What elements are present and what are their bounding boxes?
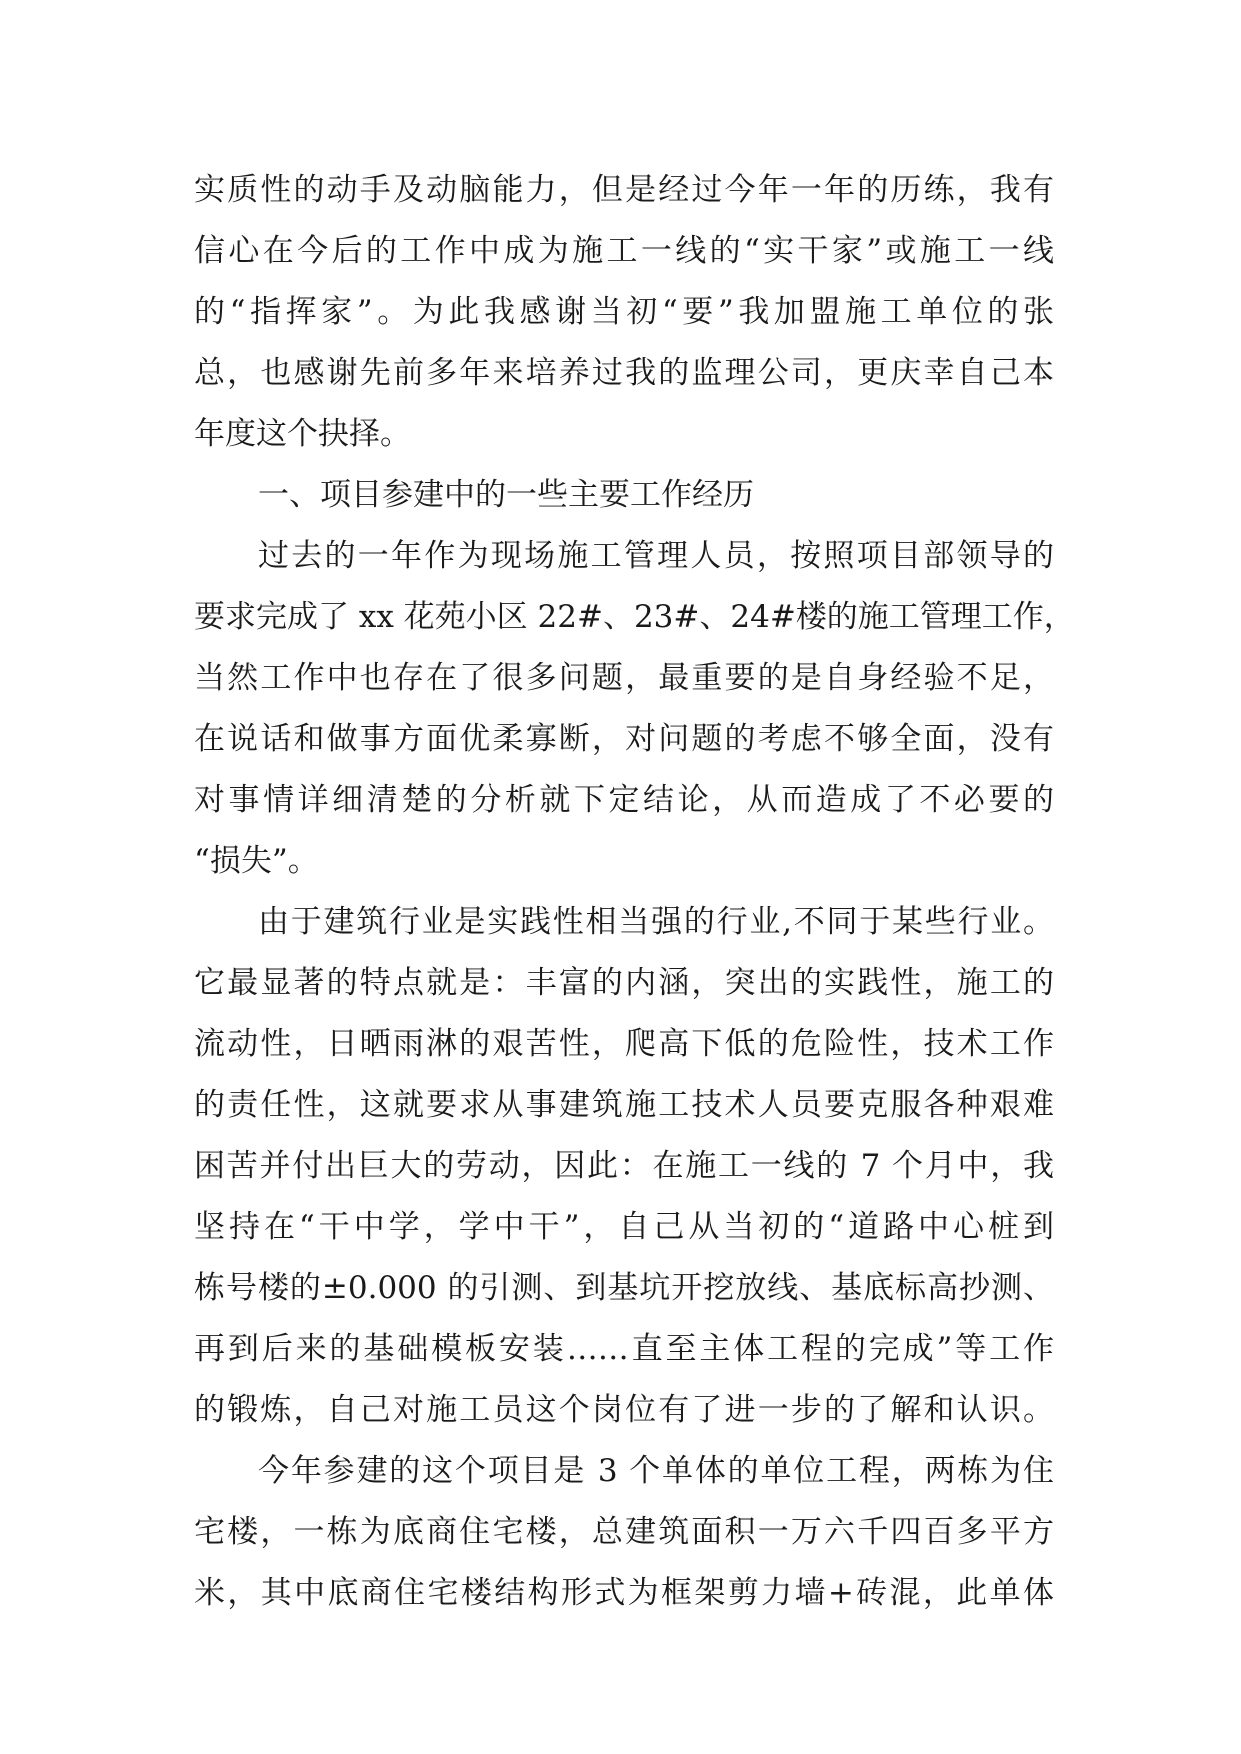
text-line: 的“指挥家”。为此我感谢当初“要”我加盟施工单位的张	[194, 294, 1054, 330]
text-line: 的责任性，这就要求从事建筑施工技术人员要克服各种艰难	[194, 1087, 1054, 1123]
text-line: 一、项目参建中的一些主要工作经历	[258, 477, 754, 513]
text-line: 再到后来的基础模板安装……直至主体工程的完成”等工作	[194, 1331, 1054, 1367]
text-line: “损失”。	[194, 843, 319, 879]
text-line: 栋号楼的±0.000 的引测、到基坑开挖放线、基底标高抄测、	[194, 1270, 1054, 1306]
text-line: 由于建筑行业是实践性相当强的行业,不同于某些行业。	[258, 904, 1054, 940]
text-line: 流动性，日晒雨淋的艰苦性，爬高下低的危险性，技术工作	[194, 1026, 1054, 1062]
text-line: 宅楼，一栋为底商住宅楼，总建筑面积一万六千四百多平方	[194, 1514, 1054, 1550]
body-text	[194, 160, 1075, 1624]
text-line: 信心在今后的工作中成为施工一线的“实干家”或施工一线	[194, 233, 1054, 269]
text-line: 当然工作中也存在了很多问题，最重要的是自身经验不足，	[194, 660, 1054, 696]
text-line: 的锻炼，自己对施工员这个岗位有了进一步的了解和认识。	[194, 1392, 1054, 1428]
text-line: 在说话和做事方面优柔寡断，对问题的考虑不够全面，没有	[194, 721, 1054, 757]
text-line: 要求完成了 xx 花苑小区 22#、23#、24#楼的施工管理工作，	[194, 599, 1075, 635]
text-line: 总，也感谢先前多年来培养过我的监理公司，更庆幸自己本	[194, 355, 1054, 391]
text-line: 过去的一年作为现场施工管理人员，按照项目部领导的	[258, 538, 1054, 574]
text-line: 对事情详细清楚的分析就下定结论，从而造成了不必要的	[194, 782, 1054, 818]
text-line: 米，其中底商住宅楼结构形式为框架剪力墙+砖混，此单体	[194, 1575, 1054, 1611]
text-line: 困苦并付出巨大的劳动，因此：在施工一线的 7 个月中，我	[194, 1148, 1054, 1184]
text-line: 今年参建的这个项目是 3 个单体的单位工程，两栋为住	[258, 1453, 1054, 1489]
text-line: 坚持在“干中学，学中干”，自己从当初的“道路中心桩到	[194, 1209, 1054, 1245]
text-line: 它最显著的特点就是：丰富的内涵，突出的实践性，施工的	[194, 965, 1054, 1001]
text-line: 实质性的动手及动脑能力，但是经过今年一年的历练，我有	[194, 172, 1054, 208]
text-line: 年度这个抉择。	[194, 416, 411, 452]
